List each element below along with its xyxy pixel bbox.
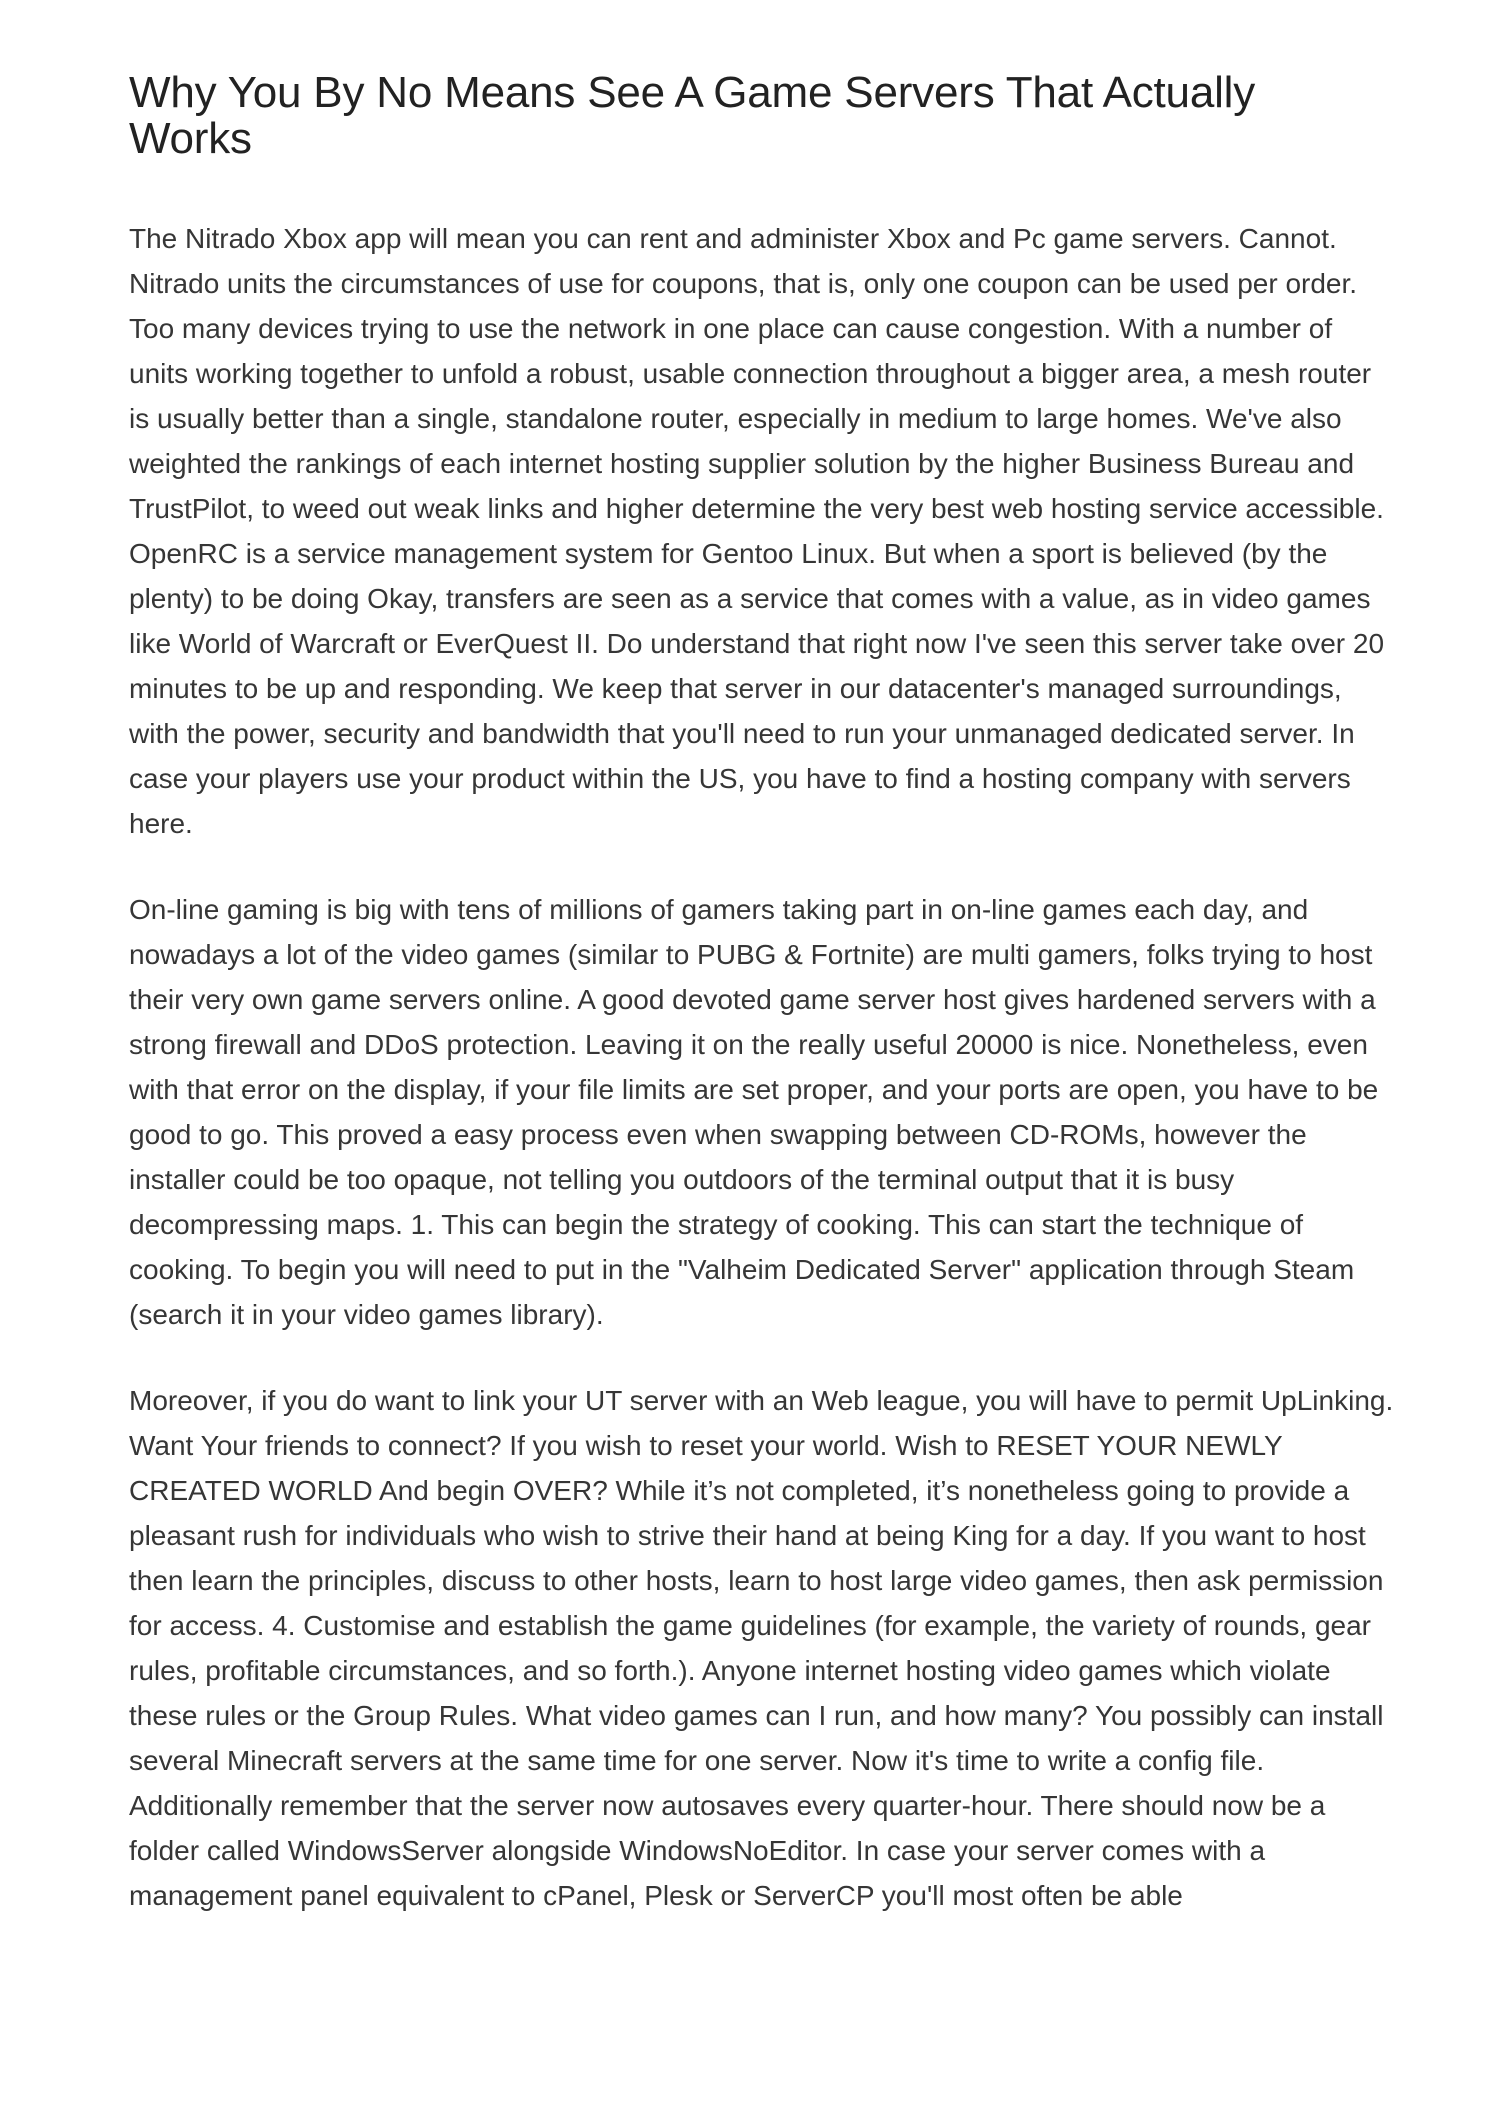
article-paragraph-3: Moreover, if you do want to link your UT server with an Web league, you will have to permit UpLinking. Want Your friends to connect? If you wish to reset your world. Wish to RESET YOUR NEWLY CREATED WORLD And begin OVER? While it’s not completed, it’s nonetheless going to provide a pleasant rush for individuals who wish to strive their hand at being King for a day. If you want to host then learn the principles, discuss to other hosts, learn to host large video games, then ask permission for access. 4. Customise and establish the game guidelines (for example, the variety of rounds, gear rules, profitable circumstances, and so forth.). Anyone internet hosting video games which violate these rules or the Group Rules. What video games can I run, and how many? You possibly can install several Minecraft servers at the same time for one server. Now it's time to write a config file. Additionally remember that the server now autosaves every quarter-hour. There should now be a folder called WindowsServer alongside WindowsNoEditor. In case your server comes with a management panel equivalent to cPanel, Plesk or ServerCP you'll most often be able bbox=[129, 1385, 1394, 1911]
article-paragraph-2: On-line gaming is big with tens of millions of gamers taking part in on-line games each day, and nowadays a lot of the video games (similar to PUBG & Fortnite) are multi gamers, folks trying to host their very own game servers online. A good devoted game server host gives hardened servers with a strong firewall and DDoS protection. Leaving it on the really useful 20000 is nice. Nonetheless, even with that error on the display, if your file limits are set proper, and your ports are open, you have to be good to go. This proved a easy process even when swapping between CD-ROMs, however the installer could be too opaque, not telling you outdoors of the terminal output that it is busy decompressing maps. 1. This can begin the strategy of cooking. This can start the technique of cooking. To begin you will need to put in the "Valheim Dedicated Server" application through Steam (search it in your video games library). bbox=[129, 894, 1379, 1330]
article-paragraph-1: The Nitrado Xbox app will mean you can rent and administer Xbox and Pc game servers. Cannot. Nitrado units the circumstances of use for coupons, that is, only one coupon can be used per order. Too many devices trying to use the network in one place can cause congestion. With a number of units working together to unfold a robust, usable connection throughout a bigger area, a mesh router is usually better than a single, standalone router, especially in medium to large homes. We've also weighted the rankings of each internet hosting supplier solution by the higher Business Bureau and TrustPilot, to weed out weak links and higher determine the very best web hosting service accessible. OpenRC is a service management system for Gentoo Linux. But when a sport is believed (by the plenty) to be doing Okay, transfers are seen as a service that comes with a value, as in video games like World of Warcraft or EverQuest II. Do understand that right now I've seen this server take over 20 minutes to be up and responding. We keep that server in our datacenter's managed surroundings, with the power, security and bandwidth that you'll need to run your unmanaged dedicated server. In case your players use your product within the US, you have to find a hosting company with servers here. bbox=[129, 223, 1385, 839]
page-title: Why You By No Means See A Game Servers That Actually Works bbox=[129, 68, 1256, 163]
